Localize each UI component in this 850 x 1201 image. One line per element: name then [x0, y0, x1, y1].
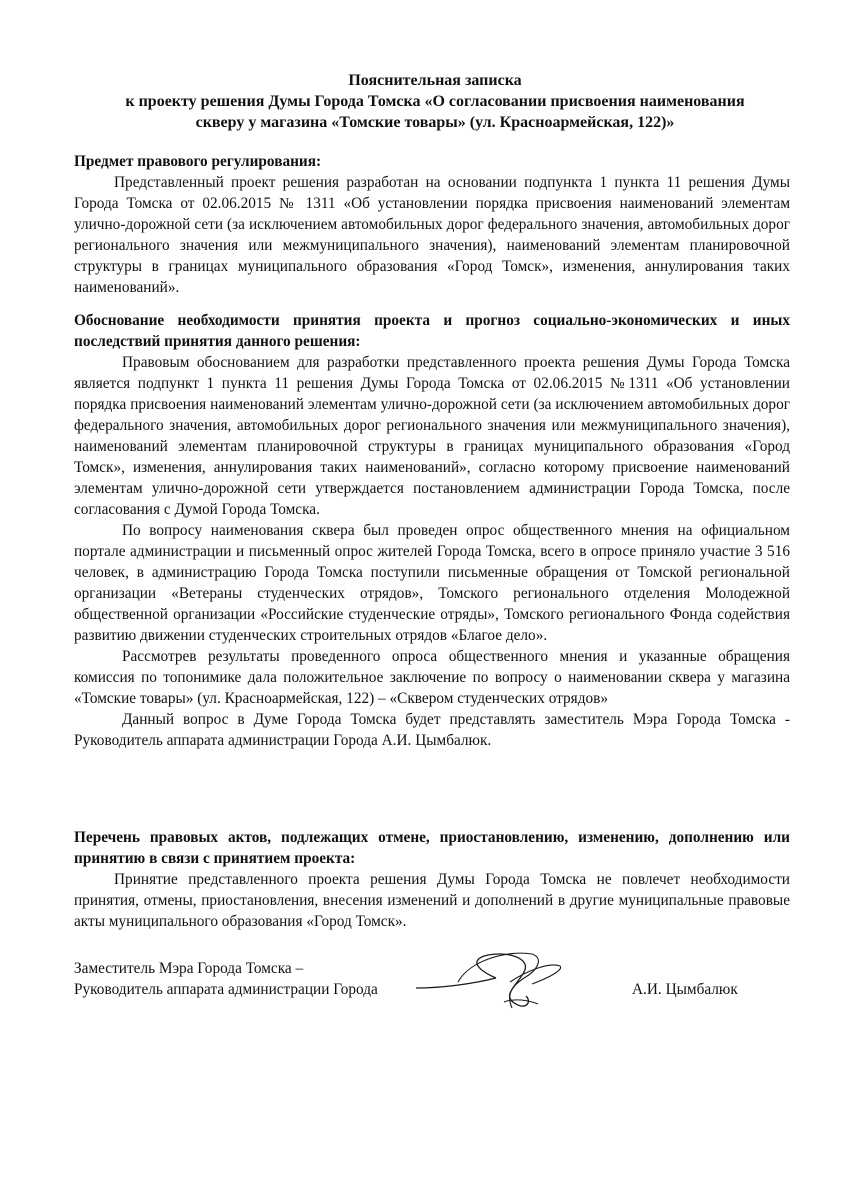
- section-heading: Обоснование необходимости принятия проекта и прогноз социально-экономических и иных последствий принятия данного решения:: [74, 312, 790, 350]
- title-line-3: скверу у магазина «Томские товары» (ул. Красноармейская, 122)»: [195, 114, 675, 131]
- signatory-position: [74, 958, 378, 1000]
- document-title: [60, 70, 810, 133]
- title-line-1: Пояснительная записка: [348, 72, 522, 89]
- signatory-name: А.И. Цымбалюк: [632, 981, 738, 998]
- paragraph: Правовым обоснованием для разработки представленного проекта решения Думы Города Томска является подпункт 1 пункта 11 решения Думы Города Томска от 02.06.2015 №1311 «Об установлении порядка присвоения наименований элементам улично-дорожной сети (за исключением автомобильных дорог федерального значения, автомобильных дорог регионального значения или межмуниципального значения), наименований элементам планировочной структуры в границах муниципального образования «Город Томск», изменения, аннулирования таких наименований», согласно которому присвоение наименований элементам улично-дорожной сети утверждается постановлением администрации Города Томска, после согласования с Думой Города Томска.: [74, 354, 790, 518]
- paragraph: Принятие представленного проекта решения Думы Города Томска не повлечет необходимости принятия, отмены, приостановления, внесения изменений и дополнений в другие муниципальные правовые акты муниципального образования «Город Томск».: [74, 871, 790, 930]
- section-legal-acts: [74, 827, 790, 932]
- signatory-position-line-2: Руководитель аппарата администрации Города: [74, 981, 378, 998]
- section-heading: Перечень правовых актов, подлежащих отмене, приостановлению, изменению, дополнению или принятию в связи с принятием проекта:: [74, 829, 790, 867]
- signatory-position-line-1: Заместитель Мэра Города Томска –: [74, 960, 304, 977]
- paragraph: По вопросу наименования сквера был проведен опрос общественного мнения на официальном портале администрации и письменный опрос жителей Города Томска, всего в опросе приняло участие 3 516 человек, в администрацию Города Томска поступили письменные обращения от Томской региональной организации «Ветераны студенческих отрядов», Томского регионального отделения Молодежной общественной организации «Российские студенческие отряды», Томского регионального Фонда содействия развитию движении студенческих строительных отрядов «Благое дело».: [74, 522, 790, 644]
- handwritten-signature: [412, 948, 572, 1014]
- section-subject: [74, 151, 790, 298]
- paragraph: Рассмотрев результаты проведенного опроса общественного мнения и указанные обращения комиссия по топонимике дала положительное заключение по вопросу о наименовании сквера у магазина «Томские товары» (ул. Красноармейская, 122) – «Сквером студенческих отрядов»: [74, 648, 790, 707]
- title-line-2: к проекту решения Думы Города Томска «О согласовании присвоения наименования: [125, 93, 745, 110]
- paragraph: Данный вопрос в Думе Города Томска будет представлять заместитель Мэра Города Томска - Руководитель аппарата администрации Города А.И. Цымбалюк.: [74, 711, 790, 749]
- paragraph: Представленный проект решения разработан на основании подпункта 1 пункта 11 решения Думы Города Томска от 02.06.2015 № 1311 «Об установлении порядка присвоения наименований элементам улично-дорожной сети (за исключением автомобильных дорог федерального значения, автомобильных дорог регионального значения или межмуниципального значения), наименований элементам планировочной структуры в границах муниципального образования «Город Томск», изменения, аннулирования таких наименований».: [74, 174, 790, 296]
- section-heading: Предмет правового регулирования:: [74, 153, 322, 170]
- section-justification: [74, 310, 790, 751]
